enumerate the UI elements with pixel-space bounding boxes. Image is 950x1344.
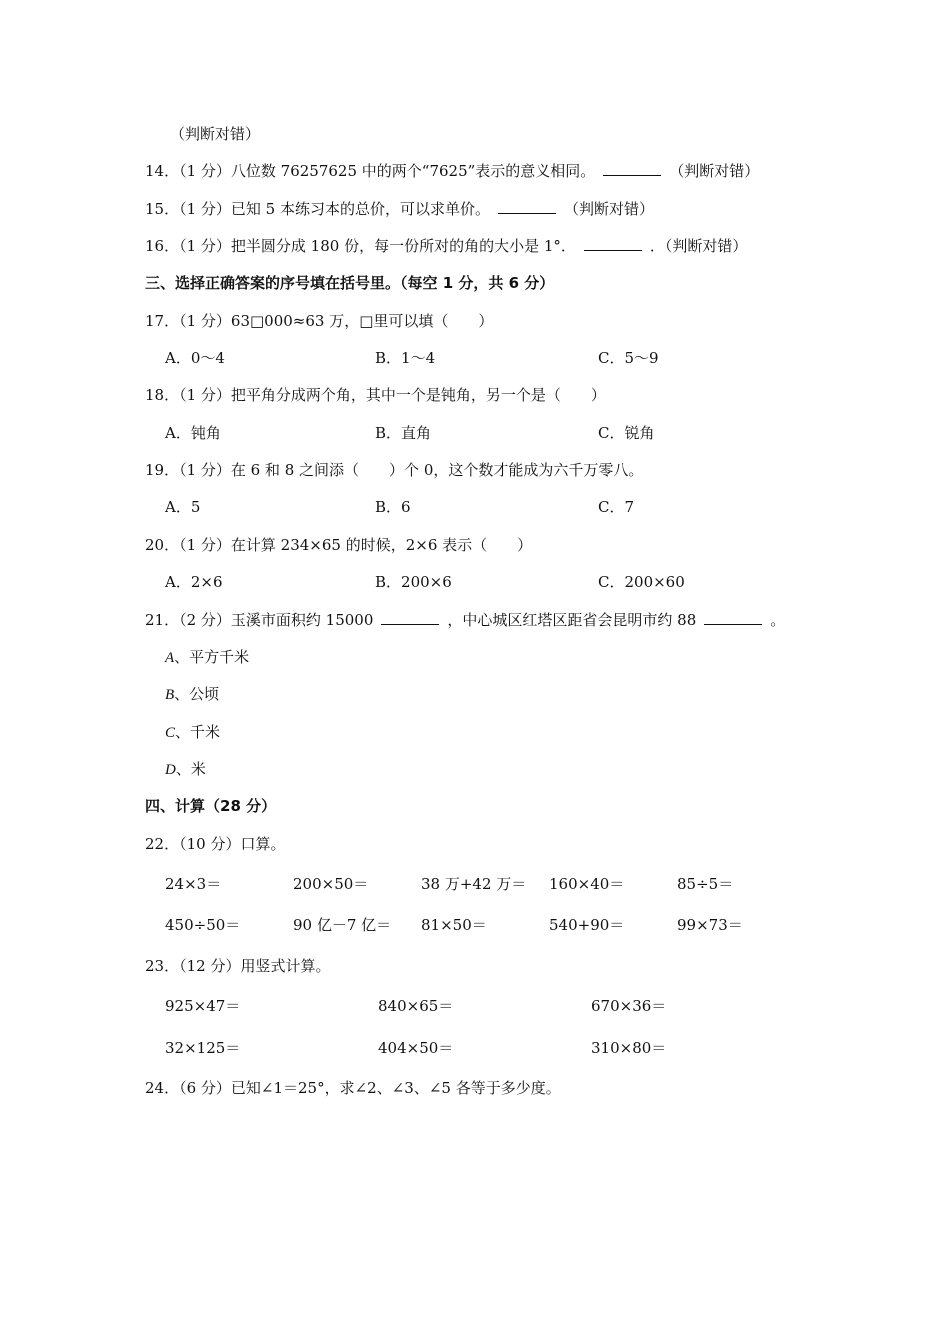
- question-23: 23．（12 分）用竖式计算。: [145, 957, 331, 975]
- section-4-heading: 四、计算（28 分）: [145, 797, 277, 815]
- question-20: 20．（1 分）在计算 234×65 的时候，2×6 表示（ ）: [145, 536, 533, 554]
- q14-tail: （判断对错）: [669, 162, 760, 180]
- vertical-calc-item: 925×47＝: [165, 997, 241, 1015]
- mental-calc-item: 99×73＝: [677, 916, 743, 934]
- q16-tail: ．（判断对错）: [649, 237, 748, 255]
- vertical-calc-item: 404×50＝: [378, 1039, 454, 1057]
- option-c[interactable]: C、千米: [165, 723, 221, 741]
- option-b[interactable]: B．6: [375, 498, 411, 516]
- option-c[interactable]: C．5～9: [598, 349, 659, 367]
- q15-tail: （判断对错）: [563, 200, 654, 218]
- question-24: 24．（6 分）已知∠1＝25°，求∠2、∠3、∠5 各等于多少度。: [145, 1079, 561, 1097]
- answer-blank[interactable]: [704, 610, 762, 625]
- question-15: [145, 199, 654, 219]
- question-21: [145, 610, 785, 630]
- mental-calc-item: 24×3＝: [165, 875, 222, 893]
- question-17: 17．（1 分）63□000≈63 万，□里可以填（ ）: [145, 312, 494, 330]
- answer-blank[interactable]: [381, 610, 439, 625]
- option-a[interactable]: A．钝角: [165, 424, 221, 442]
- section-3-heading: 三、选择正确答案的序号填在括号里。（每空 1 分，共 6 分）: [145, 274, 555, 292]
- vertical-calc-item: 310×80＝: [591, 1039, 667, 1057]
- option-a[interactable]: A．0～4: [165, 349, 225, 367]
- option-a[interactable]: A．5: [165, 498, 201, 516]
- question-22: 22．（10 分）口算。: [145, 835, 286, 853]
- question-18: 18．（1 分）把平角分成两个角，其中一个是钝角，另一个是（ ）: [145, 386, 606, 404]
- mental-calc-item: 90 亿－7 亿＝: [293, 916, 392, 934]
- option-c[interactable]: C．锐角: [598, 424, 655, 442]
- mental-calc-item: 540+90＝: [549, 916, 625, 934]
- q14-text: 14．（1 分）八位数 76257625 中的两个“7625”表示的意义相同。: [145, 162, 596, 180]
- option-a[interactable]: A．2×6: [165, 573, 223, 591]
- q15-text: 15．（1 分）已知 5 本练习本的总价，可以求单价。: [145, 200, 490, 218]
- mental-calc-item: 450÷50＝: [165, 916, 241, 934]
- answer-blank[interactable]: [584, 236, 642, 251]
- option-b[interactable]: B．直角: [375, 424, 432, 442]
- q16-text: 16．（1 分）把半圆分成 180 份，每一份所对的角的大小是 1°．: [145, 237, 576, 255]
- q21-text-b: ，中心城区红塔区距省会昆明市约 88: [447, 611, 697, 629]
- mental-calc-item: 81×50＝: [421, 916, 487, 934]
- option-b[interactable]: B、公顷: [165, 685, 220, 703]
- option-b[interactable]: B．200×6: [375, 573, 452, 591]
- vertical-calc-item: 32×125＝: [165, 1039, 241, 1057]
- option-c[interactable]: C．7: [598, 498, 635, 516]
- q13-tail: （判断对错）: [170, 125, 261, 143]
- mental-calc-item: 200×50＝: [293, 875, 369, 893]
- mental-calc-item: 160×40＝: [549, 875, 625, 893]
- option-b[interactable]: B．1～4: [375, 349, 436, 367]
- answer-blank[interactable]: [603, 161, 661, 176]
- answer-blank[interactable]: [498, 199, 556, 214]
- option-c[interactable]: C．200×60: [598, 573, 685, 591]
- q21-text-c: 。: [770, 611, 786, 629]
- question-14: [145, 161, 759, 181]
- mental-calc-item: 85÷5＝: [677, 875, 734, 893]
- question-16: [145, 236, 747, 256]
- q21-text-a: 21．（2 分）玉溪市面积约 15000: [145, 611, 374, 629]
- option-d[interactable]: D、米: [165, 760, 206, 778]
- question-19: 19．（1 分）在 6 和 8 之间添（ ）个 0，这个数才能成为六千万零八。: [145, 461, 644, 479]
- vertical-calc-item: 670×36＝: [591, 997, 667, 1015]
- option-a[interactable]: A、平方千米: [165, 648, 250, 666]
- mental-calc-item: 38 万+42 万＝: [421, 875, 527, 893]
- vertical-calc-item: 840×65＝: [378, 997, 454, 1015]
